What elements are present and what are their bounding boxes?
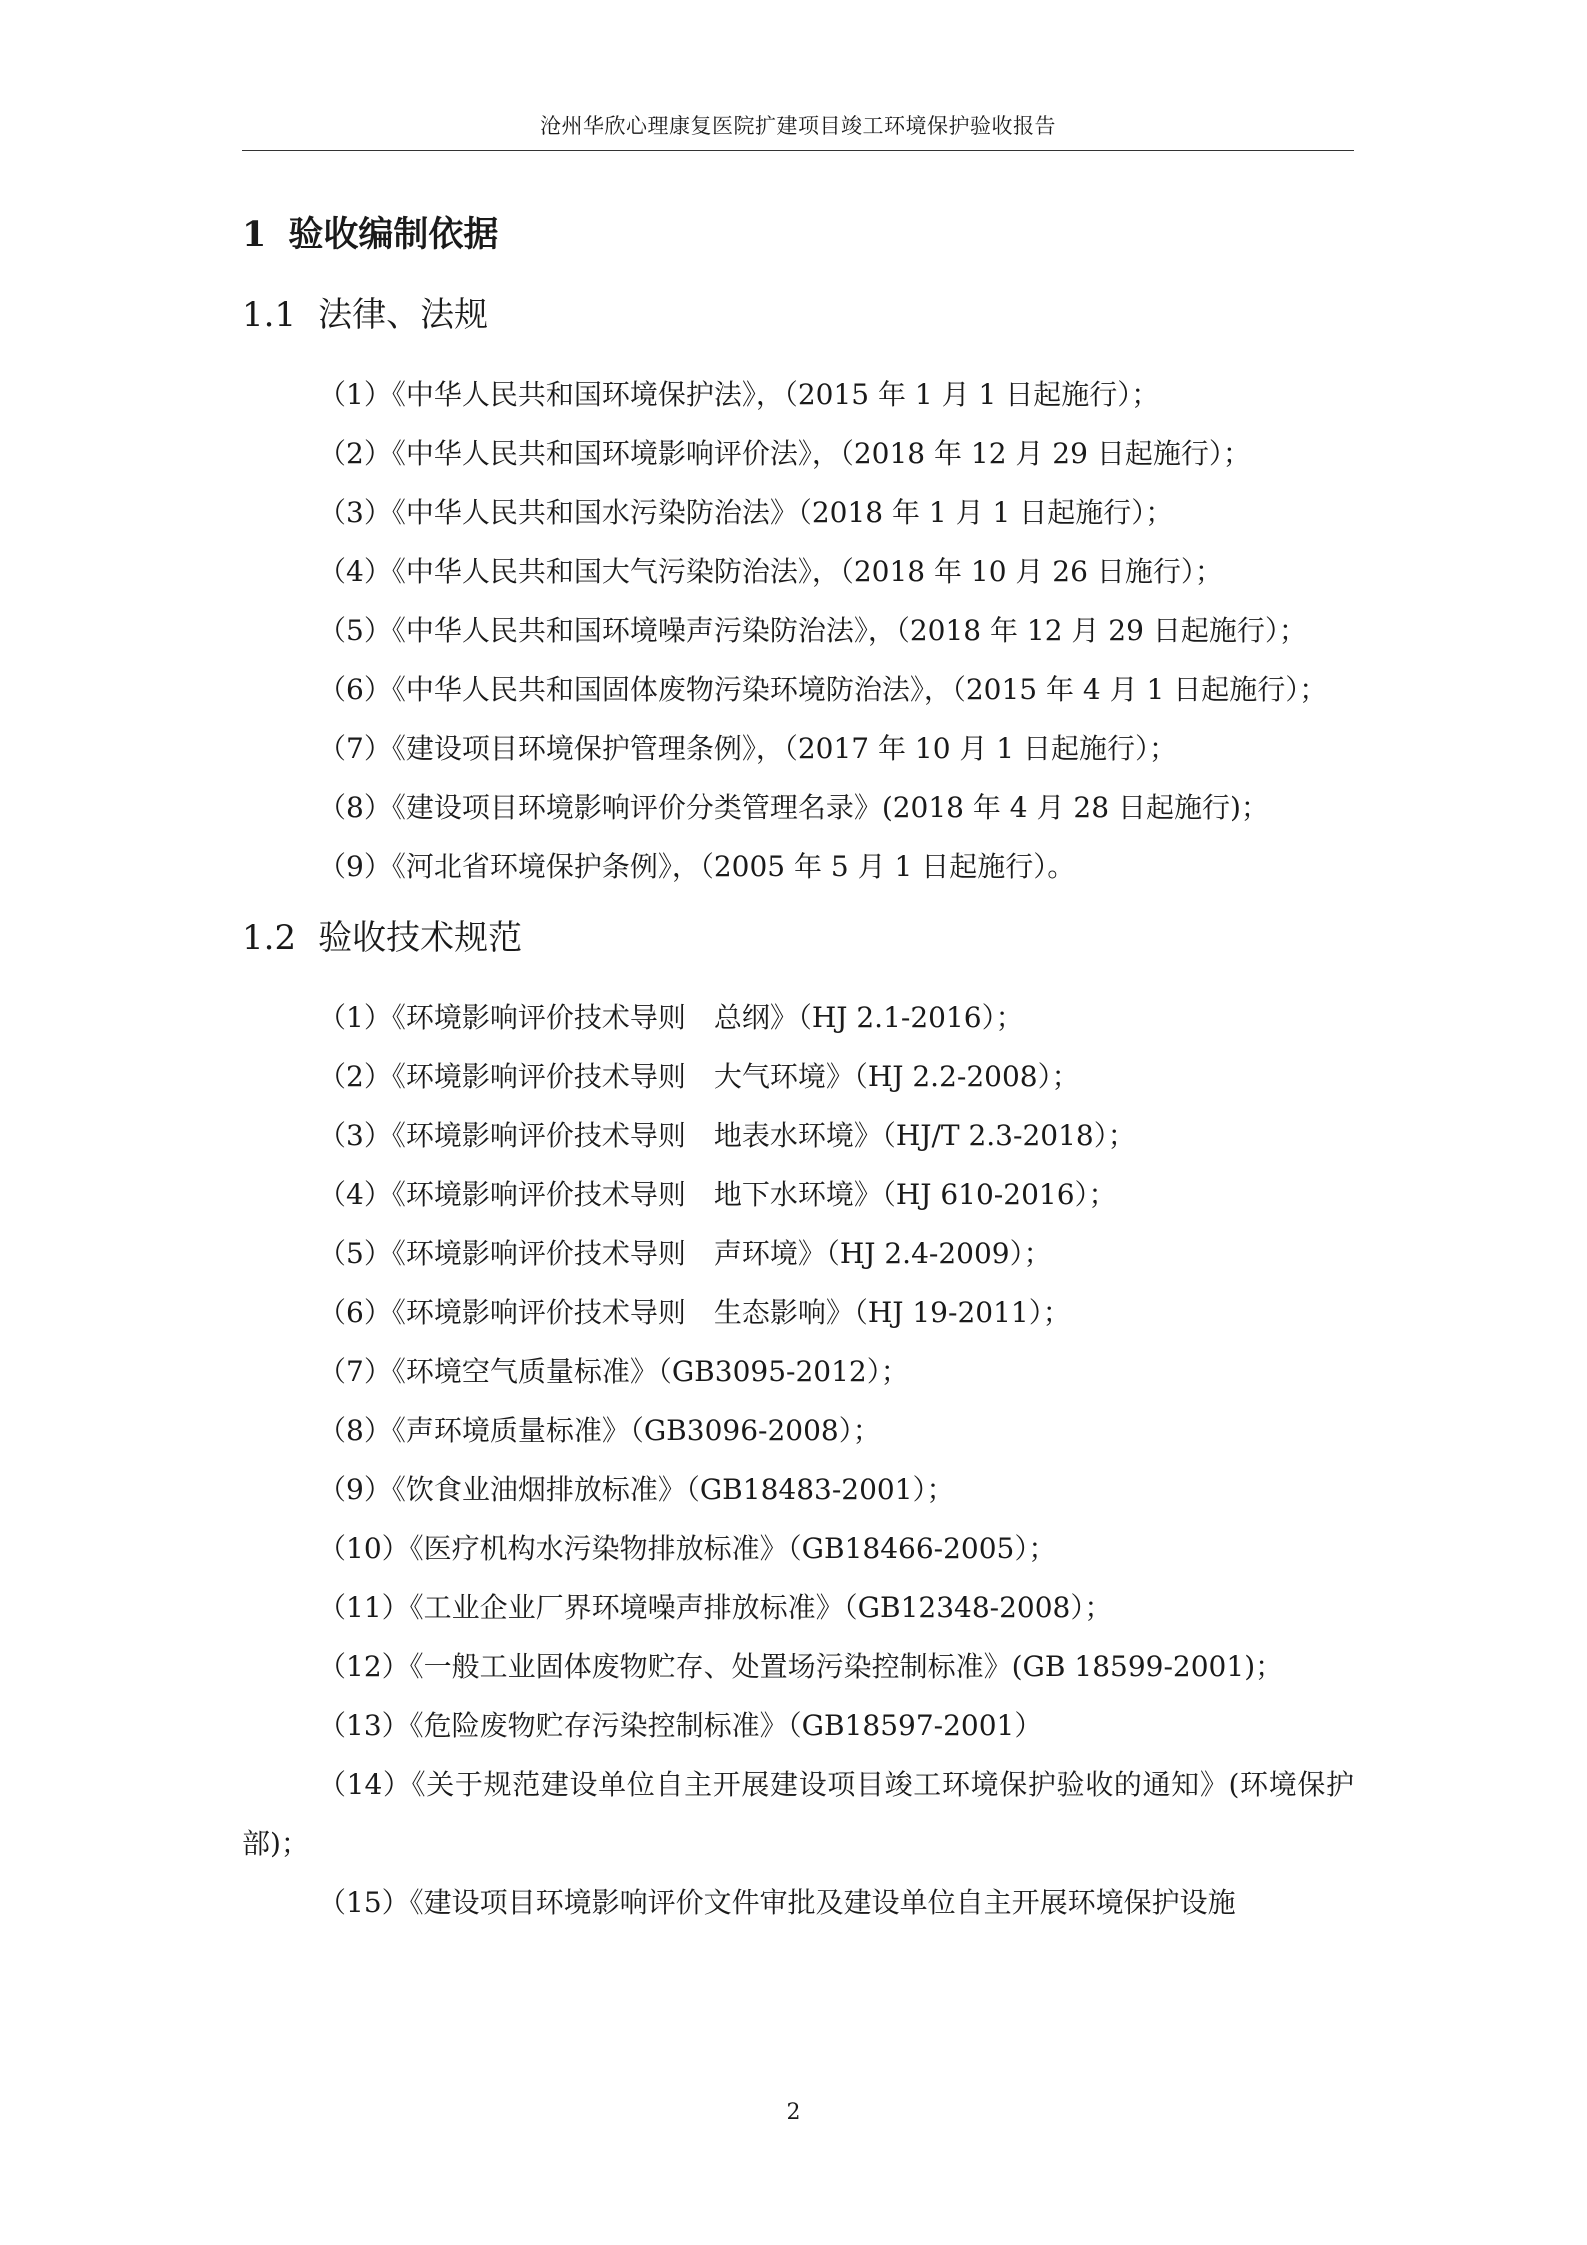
law-item: （1）《中华人民共和国环境保护法》，（2015 年 1 月 1 日起施行）； [318,378,1160,411]
standard-item: （3）《环境影响评价技术导则 地表水环境》（HJ/T 2.3-2018）； [318,1119,1136,1152]
header-divider [242,150,1354,151]
law-item: （7）《建设项目环境保护管理条例》，（2017 年 10 月 1 日起施行）； [318,732,1178,765]
standard-item: （6）《环境影响评价技术导则 生态影响》（HJ 19-2011）； [318,1296,1071,1329]
document-body [242,205,1354,1932]
standard-item: （7）《环境空气质量标准》（GB3095-2012）； [318,1355,909,1388]
law-item: （8）《建设项目环境影响评价分类管理名录》(2018 年 4 月 28 日起施行)； [318,791,1269,824]
section-number: 1 [242,214,267,255]
page-header-title: 沧州华欣心理康复医院扩建项目竣工环境保护验收报告 [540,114,1056,138]
standard-item: （10）《医疗机构水污染物排放标准》（GB18466-2005）； [318,1532,1057,1565]
section-heading-1 [242,205,1354,265]
law-item: （5）《中华人民共和国环境噪声污染防治法》，（2018 年 12 月 29 日起施行）； [318,614,1307,647]
subsection-number: 1.1 [242,295,297,335]
standard-item: （2）《环境影响评价技术导则 大气环境》（HJ 2.2-2008）； [318,1060,1080,1093]
section-title: 验收编制依据 [288,214,499,255]
standard-item: （9）《饮食业油烟排放标准》（GB18483-2001）； [318,1473,955,1506]
standard-item: （8）《声环境质量标准》（GB3096-2008）； [318,1414,881,1447]
standard-item: （5）《环境影响评价技术导则 声环境》（HJ 2.4-2009）； [318,1237,1052,1270]
subsection-heading-1-1 [242,285,1354,345]
standard-item: （1）《环境影响评价技术导则 总纲》（HJ 2.1-2016）； [318,1001,1024,1034]
standard-item: （4）《环境影响评价技术导则 地下水环境》（HJ 610-2016）； [318,1178,1117,1211]
standard-item: （15）《建设项目环境影响评价文件审批及建设单位自主开展环境保护设施 [318,1886,1236,1919]
standard-item: （13）《危险废物贮存污染控制标准》（GB18597-2001） [318,1709,1043,1742]
law-item: （9）《河北省环境保护条例》，（2005 年 5 月 1 日起施行）。 [318,850,1076,883]
subsection-title: 法律、法规 [318,295,489,335]
law-item: （2）《中华人民共和国环境影响评价法》，（2018 年 12 月 29 日起施行）； [318,437,1251,470]
page-number: 2 [786,2100,801,2125]
standard-item: （11）《工业企业厂界环境噪声排放标准》（GB12348-2008）； [318,1591,1113,1624]
law-item: （4）《中华人民共和国大气污染防治法》，（2018 年 10 月 26 日施行）； [318,555,1223,588]
standard-item: （14）《关于规范建设单位自主开展建设项目竣工环境保护验收的通知》(环境保护部)； [242,1768,1354,1860]
subsection-number: 1.2 [242,918,297,958]
subsection-heading-1-2 [242,908,1354,968]
standard-item: （12）《一般工业固体废物贮存、处置场污染控制标准》(GB 18599-2001)； [318,1650,1284,1683]
subsection-title: 验收技术规范 [318,918,523,958]
law-item: （3）《中华人民共和国水污染防治法》（2018 年 1 月 1 日起施行）； [318,496,1174,529]
law-item: （6）《中华人民共和国固体废物污染环境防治法》，（2015 年 4 月 1 日起施行）； [318,673,1328,706]
